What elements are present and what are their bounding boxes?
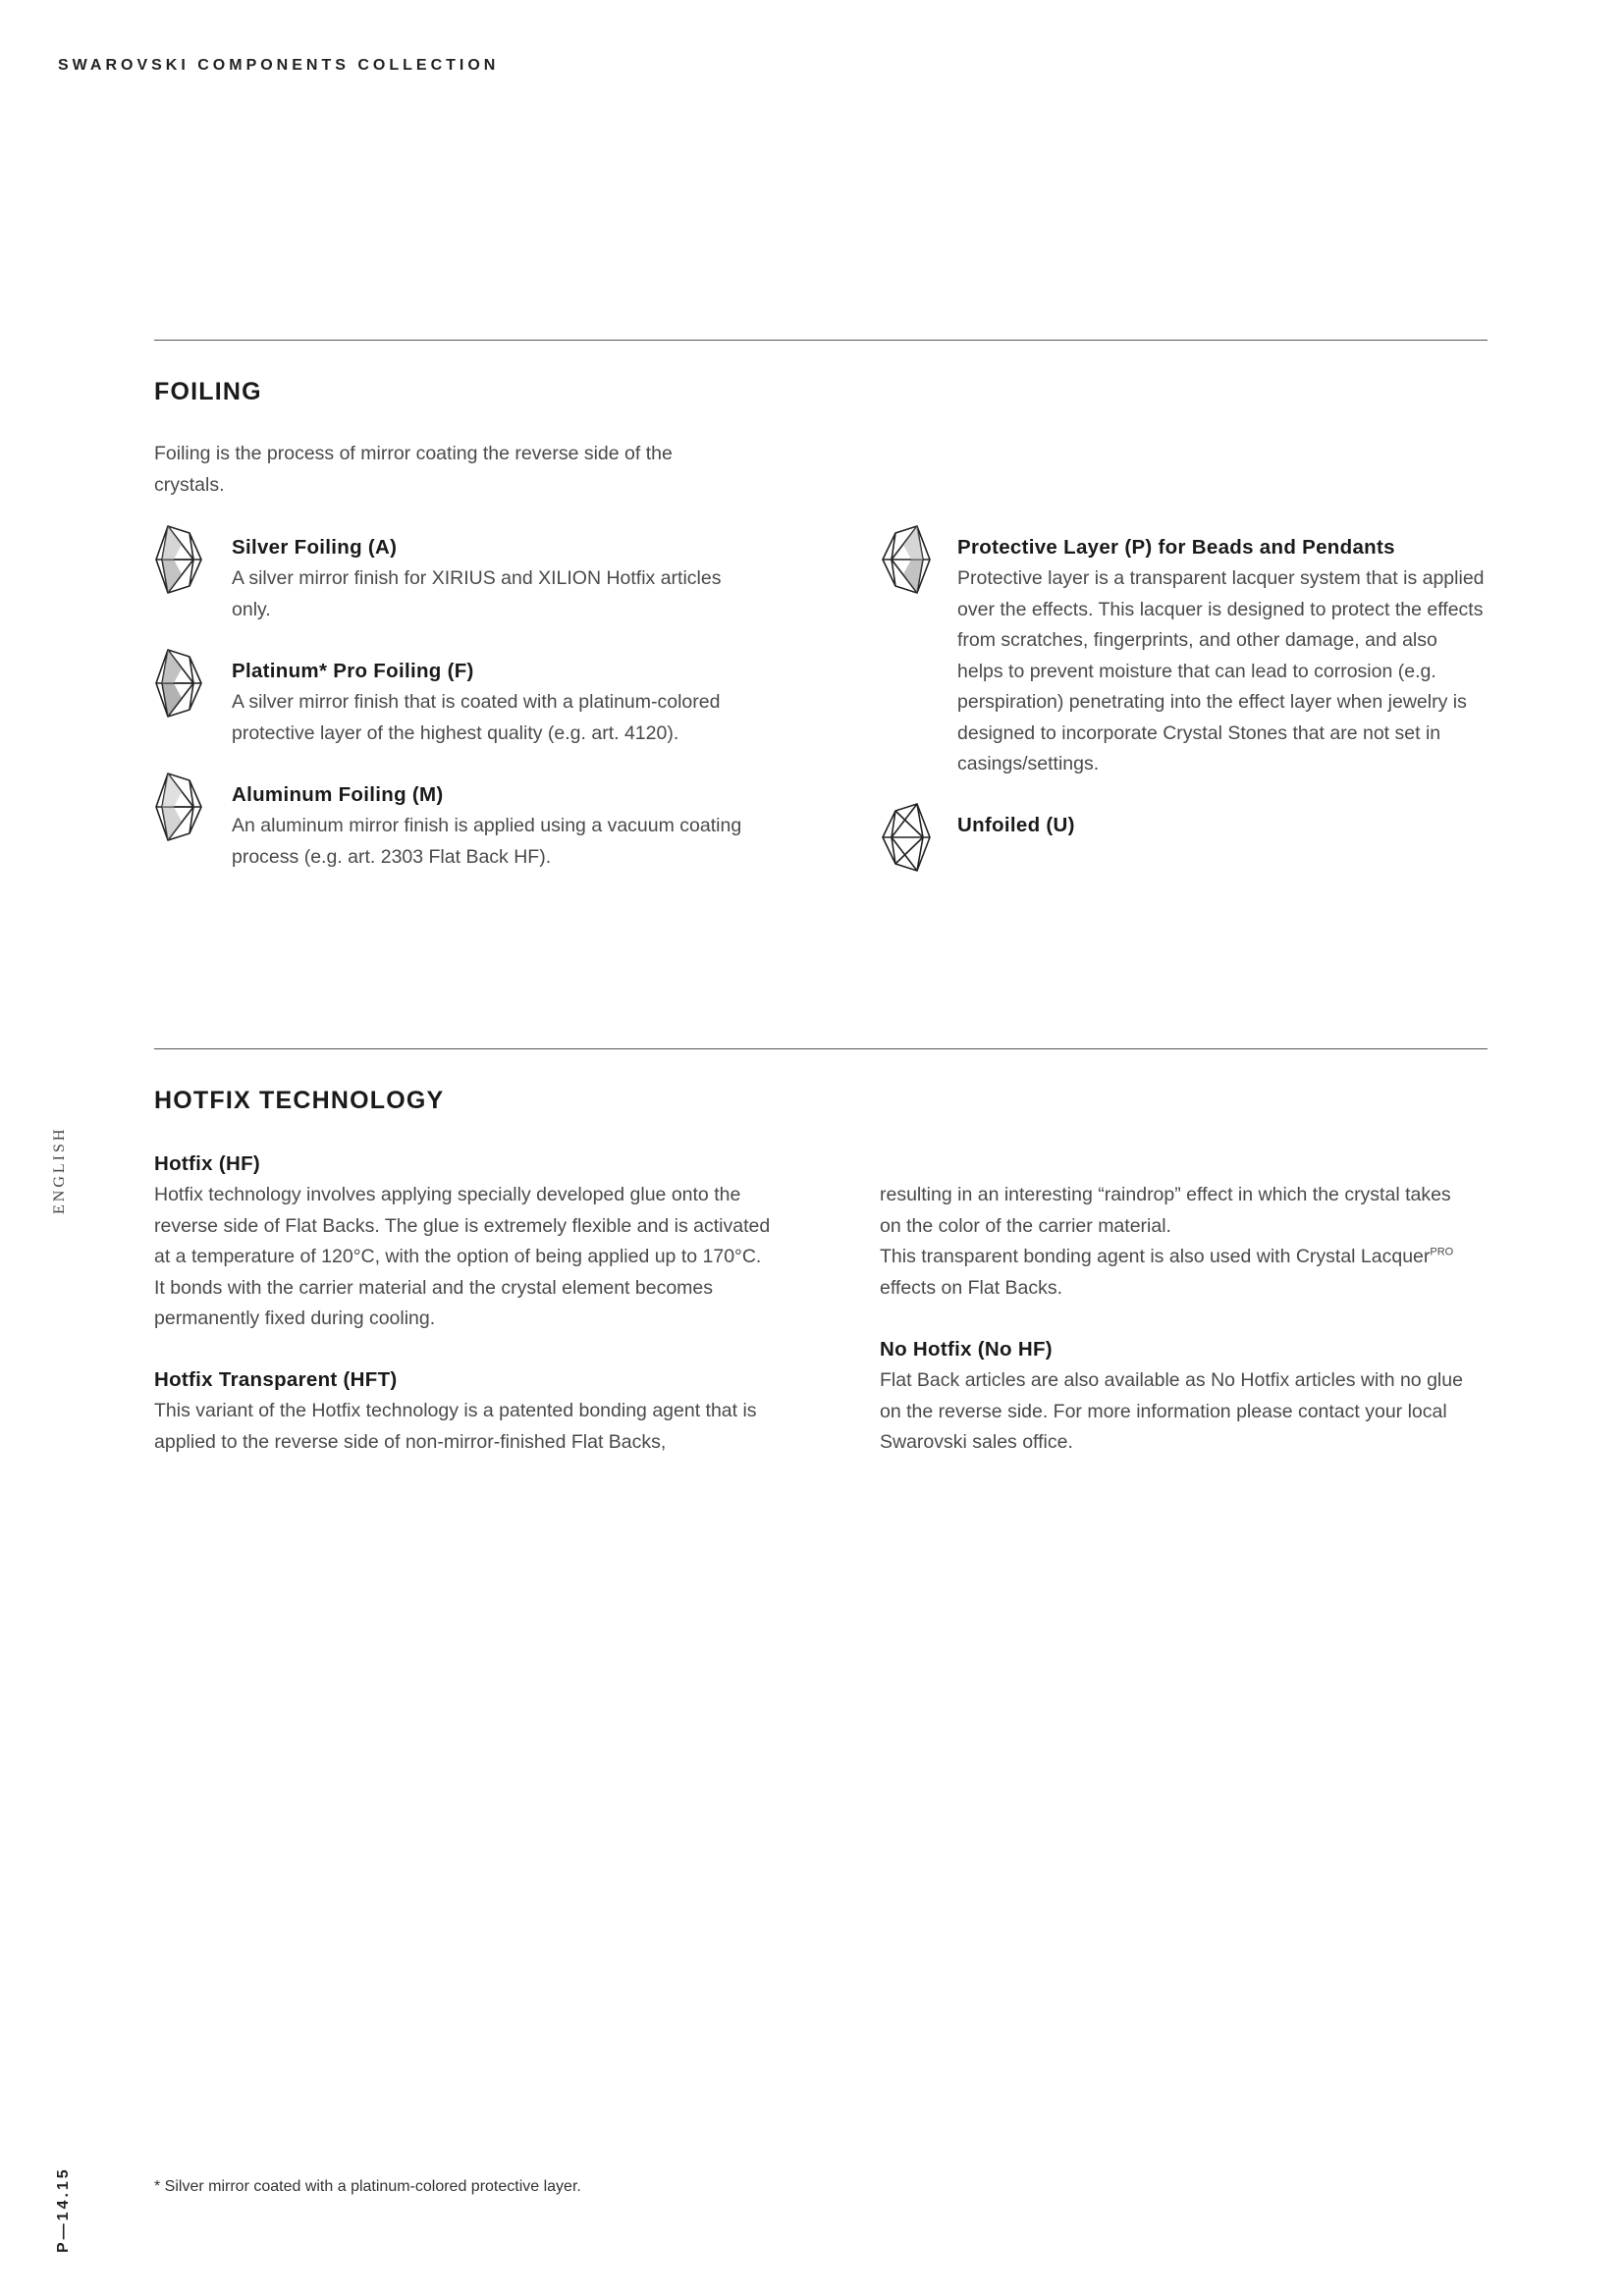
item-text-platinum-foiling: A silver mirror finish that is coated with a platinum-colored protective layer of the highest quality (e.g. art. 4120). bbox=[232, 691, 721, 744]
section-title-foiling: FOILING bbox=[154, 378, 262, 405]
section-divider bbox=[154, 1048, 1488, 1049]
page-number: P—14.15 bbox=[55, 2166, 72, 2253]
foiling-intro: Foiling is the process of mirror coating the reverse side of the crystals. bbox=[154, 443, 673, 496]
language-label: ENGLISH bbox=[51, 1126, 68, 1214]
section-divider bbox=[154, 340, 1488, 341]
item-text-protective-layer: Protective layer is a transparent lacquer system that is applied over the effects. This lacquer is designed to protect the effects from scratches, fingerprints, and other damage, and also helps to prevent moisture that can lead to corrosion (e.g. perspiration) penetrating into the effect layer when jewelry is designed to incorporate Crystal Stones that are not set in casings/settings. bbox=[957, 567, 1485, 774]
item-text-aluminum-foiling: An aluminum mirror finish is applied using a vacuum coating process (e.g. art. 2303 Flat Back HF). bbox=[232, 815, 742, 868]
hotfix-hft-cont2-post: effects on Flat Backs. bbox=[880, 1276, 1063, 1299]
hotfix-hft-cont2-pre: This transparent bonding agent is also used with Crystal Lacquer bbox=[880, 1246, 1431, 1267]
crystal-aluminum-foiling-icon bbox=[154, 771, 203, 843]
lacquer-pro-superscript: PRO bbox=[1430, 1246, 1454, 1258]
hotfix-hft-text: This variant of the Hotfix technology is a patented bonding agent that is applied to the reverse side of non-mirror-finished Flat Backs, bbox=[154, 1400, 757, 1453]
hotfix-nohf-title: No Hotfix (No HF) bbox=[880, 1338, 1053, 1361]
hotfix-hf-text: Hotfix technology involves applying specially developed glue onto the reverse side of Flat Backs. The glue is extremely flexible and is activated at a temperature of 120°C, with the option of being applied up to 170°C. It bonds with the carrier material and the crystal element becomes permanently fixed during cooling. bbox=[154, 1184, 771, 1329]
header-brand: SWAROVSKI COMPONENTS COLLECTION bbox=[58, 57, 500, 74]
item-title-silver-foiling: Silver Foiling (A) bbox=[232, 536, 398, 559]
hotfix-hft-continued bbox=[880, 1180, 1469, 1304]
crystal-platinum-foiling-icon bbox=[154, 647, 203, 720]
item-title-platinum-foiling: Platinum* Pro Foiling (F) bbox=[232, 660, 474, 682]
item-title-aluminum-foiling: Aluminum Foiling (M) bbox=[232, 783, 444, 806]
hotfix-hft-cont: resulting in an interesting “raindrop” effect in which the crystal takes on the color of the carrier material. bbox=[880, 1184, 1451, 1237]
section-title-hotfix: HOTFIX TECHNOLOGY bbox=[154, 1087, 445, 1114]
footnote: * Silver mirror coated with a platinum-colored protective layer. bbox=[154, 2178, 581, 2195]
crystal-silver-foiling-icon bbox=[154, 523, 203, 596]
crystal-unfoiled-icon bbox=[880, 801, 933, 874]
item-text-silver-foiling: A silver mirror finish for XIRIUS and XILION Hotfix articles only. bbox=[232, 567, 722, 620]
hotfix-nohf-text: Flat Back articles are also available as No Hotfix articles with no glue on the reverse side. For more information please contact your local Swarovski sales office. bbox=[880, 1369, 1463, 1453]
hotfix-hft-title: Hotfix Transparent (HFT) bbox=[154, 1368, 398, 1391]
item-title-unfoiled: Unfoiled (U) bbox=[957, 814, 1075, 836]
hotfix-hf-title: Hotfix (HF) bbox=[154, 1152, 261, 1175]
item-title-protective-layer: Protective Layer (P) for Beads and Pendants bbox=[957, 536, 1395, 559]
crystal-protective-layer-icon bbox=[880, 523, 933, 596]
